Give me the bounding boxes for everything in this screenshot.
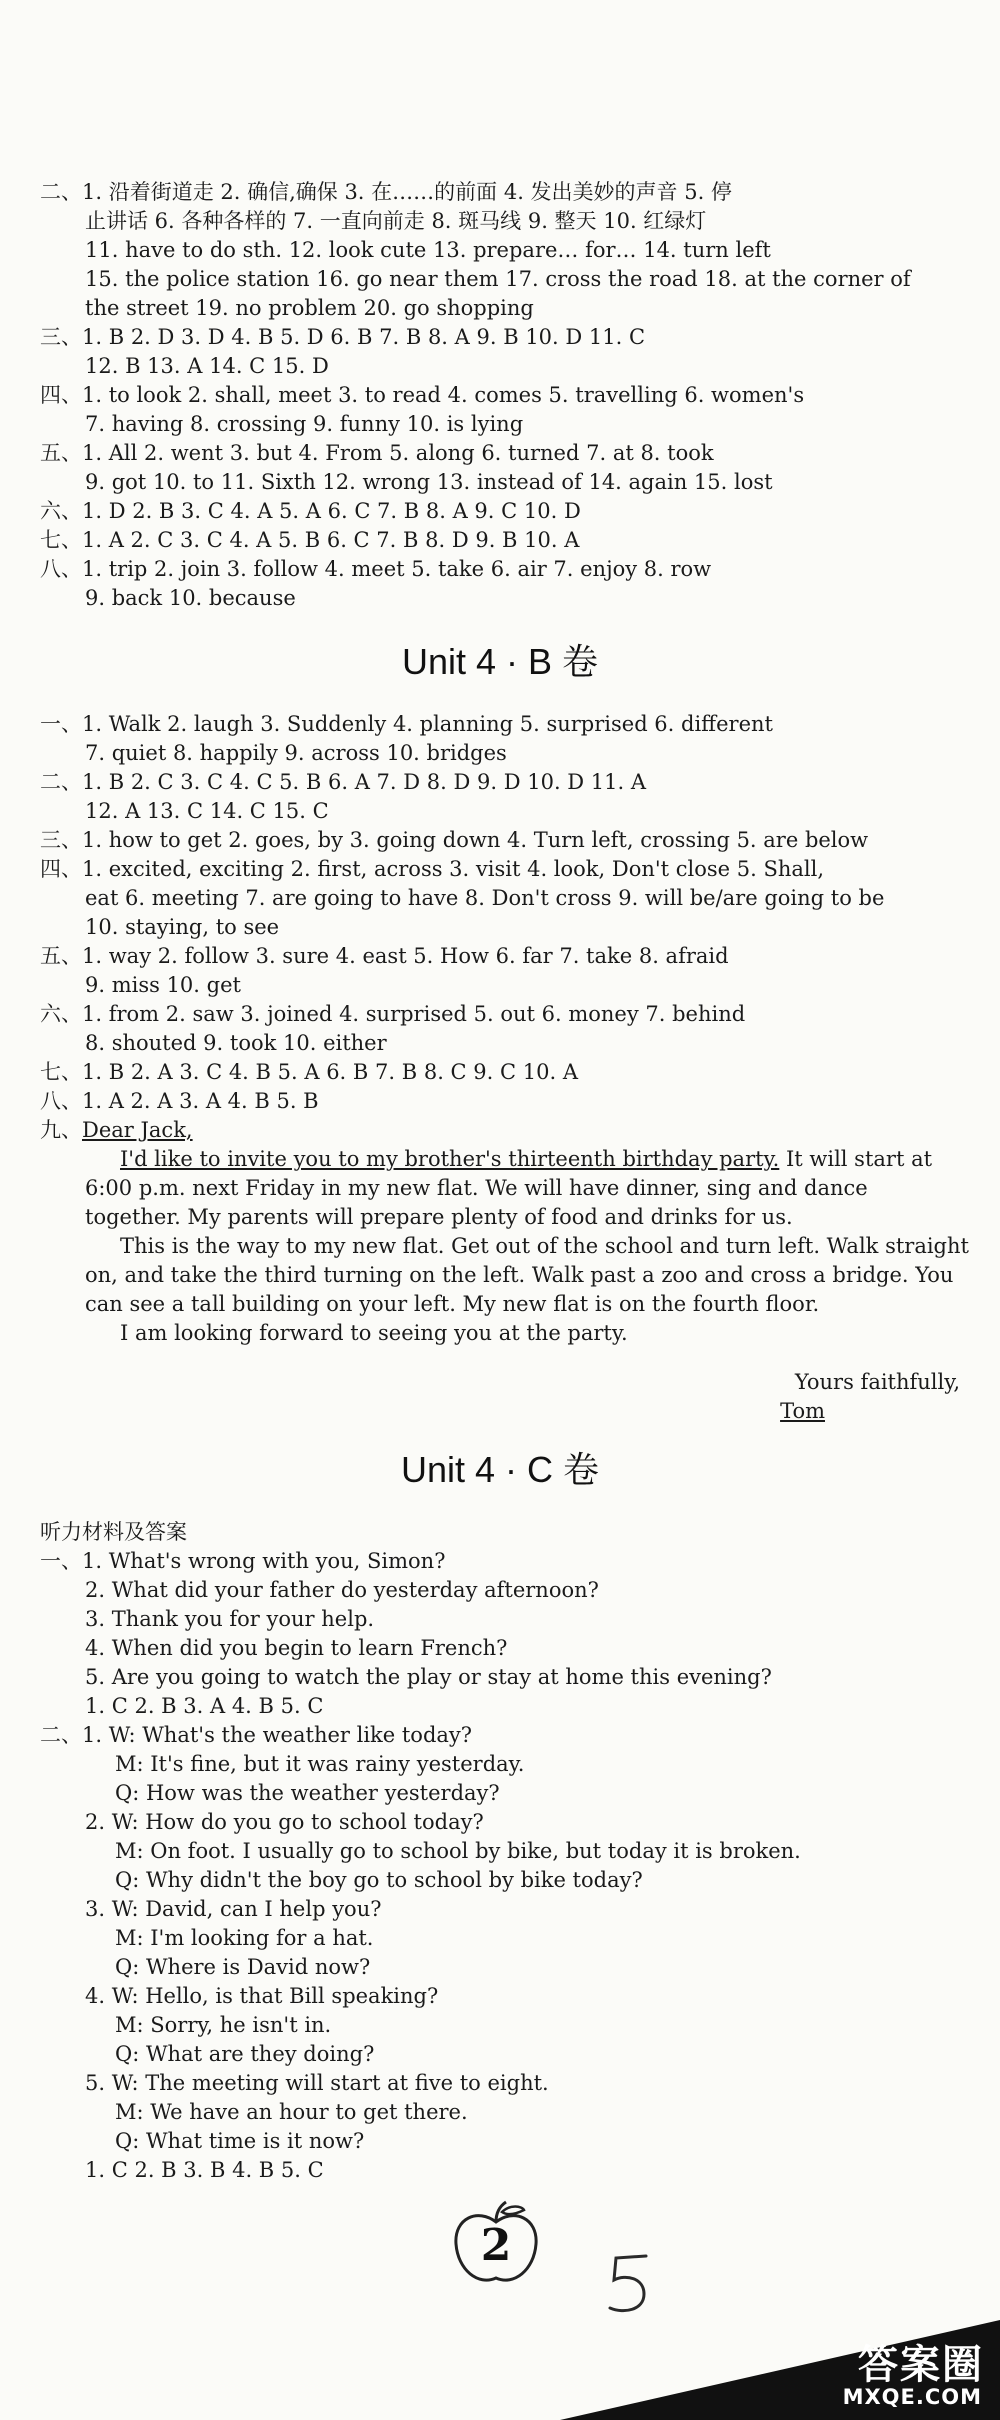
listening-line <box>40 1547 970 1576</box>
letter-text: It will start at <box>779 1147 933 1171</box>
unit-b-heading: Unit 4 · B 卷 <box>401 641 599 682</box>
listening-line: M: We have an hour to get there. <box>115 2100 468 2124</box>
letter-line: together. My parents will prepare plenty of food and drinks for us. <box>85 1205 793 1229</box>
listening-line: Q: Why didn't the boy go to school by bike today? <box>115 1868 643 1892</box>
section-label: 一、 <box>40 1549 82 1573</box>
listening-line: 5. Are you going to watch the play or stay at home this evening? <box>85 1665 772 1689</box>
answer-line: 二、1. B 2. C 3. C 4. C 5. B 6. A 7. D 8. D 9. D 10. D 11. A <box>40 770 647 794</box>
letter-line: This is the way to my new flat. Get out of the school and turn left. Walk straight <box>120 1234 969 1258</box>
answer-line: 五、1. All 2. went 3. but 4. From 5. along 6. turned 7. at 8. took <box>40 441 714 465</box>
answer-line: 五、1. way 2. follow 3. sure 4. east 5. How 6. far 7. take 8. afraid <box>40 944 729 968</box>
letter-greeting: Dear Jack, <box>82 1118 193 1142</box>
answer-line: 9. miss 10. get <box>85 973 241 997</box>
answer-line: 8. shouted 9. took 10. either <box>85 1031 387 1055</box>
handwritten-five-icon <box>600 2250 660 2320</box>
listening-line: M: On foot. I usually go to school by bike, but today it is broken. <box>115 1839 801 1863</box>
listening-line: 2. W: How do you go to school today? <box>85 1810 484 1834</box>
page-number-apple <box>448 2200 544 2290</box>
listening-line: 2. What did your father do yesterday afternoon? <box>85 1578 599 1602</box>
letter-line <box>120 1145 970 1174</box>
answer-line: 1. C 2. B 3. A 4. B 5. C <box>85 1694 324 1718</box>
letter-line: can see a tall building on your left. My new flat is on the fourth floor. <box>85 1292 820 1316</box>
listening-line: 5. W: The meeting will start at five to eight. <box>85 2071 549 2095</box>
listening-line: M: I'm looking for a hat. <box>115 1926 374 1950</box>
unit-c-heading: Unit 4 · C 卷 <box>400 1449 600 1490</box>
listening-line: M: Sorry, he isn't in. <box>115 2013 332 2037</box>
answer-line: 10. staying, to see <box>85 915 280 939</box>
letter-line: I am looking forward to seeing you at the party. <box>120 1321 628 1345</box>
letter-signature: Tom <box>780 1399 825 1423</box>
handwritten-mark <box>600 2250 660 2320</box>
answer-line: 12. A 13. C 14. C 15. C <box>85 799 329 823</box>
answer-line: 9. got 10. to 11. Sixth 12. wrong 13. instead of 14. again 15. lost <box>85 470 773 494</box>
listening-line: 4. W: Hello, is that Bill speaking? <box>85 1984 439 2008</box>
answer-line: 四、1. excited, exciting 2. first, across 3. visit 4. look, Don't close 5. Shall, <box>40 857 825 881</box>
section-label: 九、 <box>40 1118 82 1142</box>
answer-line: eat 6. meeting 7. are going to have 8. Don't cross 9. will be/are going to be <box>85 886 885 910</box>
listening-line: Q: Where is David now? <box>115 1955 371 1979</box>
answer-line: 12. B 13. A 14. C 15. D <box>85 354 329 378</box>
answer-line: 止讲话 6. 各种各样的 7. 一直向前走 8. 斑马线 9. 整天 10. 红绿灯 <box>85 209 707 233</box>
answer-line: 七、1. B 2. A 3. C 4. B 5. A 6. B 7. B 8. C 9. C 10. A <box>40 1060 578 1084</box>
letter-greeting-line <box>40 1116 970 1145</box>
listening-line: 3. W: David, can I help you? <box>85 1897 382 1921</box>
answer-line: 一、1. Walk 2. laugh 3. Suddenly 4. planning 5. surprised 6. different <box>40 712 773 736</box>
listening-line: Q: What time is it now? <box>115 2129 365 2153</box>
answer-line: 六、1. from 2. saw 3. joined 4. surprised 5. out 6. money 7. behind <box>40 1002 746 1026</box>
answer-line: 15. the police station 16. go near them 17. cross the road 18. at the corner of <box>85 267 911 291</box>
listening-text: 1. What's wrong with you, Simon? <box>82 1549 446 1573</box>
answer-line: 八、1. A 2. A 3. A 4. B 5. B <box>40 1089 319 1113</box>
answer-line: the street 19. no problem 20. go shopping <box>85 296 534 320</box>
letter-underlined-sentence: I'd like to invite you to my brother's thirteenth birthday party. <box>120 1147 780 1171</box>
letter-line: on, and take the third turning on the left. Walk past a zoo and cross a bridge. You <box>85 1263 954 1287</box>
answer-line: 八、1. trip 2. join 3. follow 4. meet 5. take 6. air 7. enjoy 8. row <box>40 557 712 581</box>
watermark-url: MXQE.COM <box>842 2385 982 2409</box>
answer-line: 7. having 8. crossing 9. funny 10. is lying <box>85 412 524 436</box>
answer-line: 11. have to do sth. 12. look cute 13. prepare… for… 14. turn left <box>85 238 771 262</box>
answer-line: 六、1. D 2. B 3. C 4. A 5. A 6. C 7. B 8. A 9. C 10. D <box>40 499 581 523</box>
listening-line <box>40 1721 970 1750</box>
answer-line: 7. quiet 8. happily 9. across 10. bridges <box>85 741 507 765</box>
listening-line: 3. Thank you for your help. <box>85 1607 375 1631</box>
section-label: 二、 <box>40 1723 82 1747</box>
answer-line: 四、1. to look 2. shall, meet 3. to read 4. comes 5. travelling 6. women's <box>40 383 805 407</box>
listening-line: Q: How was the weather yesterday? <box>115 1781 500 1805</box>
listening-line: Q: What are they doing? <box>115 2042 375 2066</box>
answer-line: 三、1. B 2. D 3. D 4. B 5. D 6. B 7. B 8. A 9. B 10. D 11. C <box>40 325 646 349</box>
answer-line: 1. C 2. B 3. B 4. B 5. C <box>85 2158 324 2182</box>
page-number: 2 <box>480 2220 512 2271</box>
listening-subtitle: 听力材料及答案 <box>40 1520 187 1544</box>
watermark-brand: 答案圈 <box>858 2342 984 2388</box>
listening-text: 1. W: What's the weather like today? <box>82 1723 473 1747</box>
answer-line: 七、1. A 2. C 3. C 4. A 5. B 6. C 7. B 8. D 9. B 10. A <box>40 528 580 552</box>
letter-closing: Yours faithfully, <box>794 1370 960 1394</box>
listening-line: 4. When did you begin to learn French? <box>85 1636 508 1660</box>
answer-line: 三、1. how to get 2. goes, by 3. going down 4. Turn left, crossing 5. are below <box>40 828 869 852</box>
answer-line: 9. back 10. because <box>85 586 296 610</box>
listening-line: M: It's fine, but it was rainy yesterday. <box>115 1752 525 1776</box>
letter-line: 6:00 p.m. next Friday in my new flat. We will have dinner, sing and dance <box>85 1176 868 1200</box>
answer-line: 二、1. 沿着街道走 2. 确信,确保 3. 在……的前面 4. 发出美妙的声音 5. 停 <box>40 180 732 204</box>
